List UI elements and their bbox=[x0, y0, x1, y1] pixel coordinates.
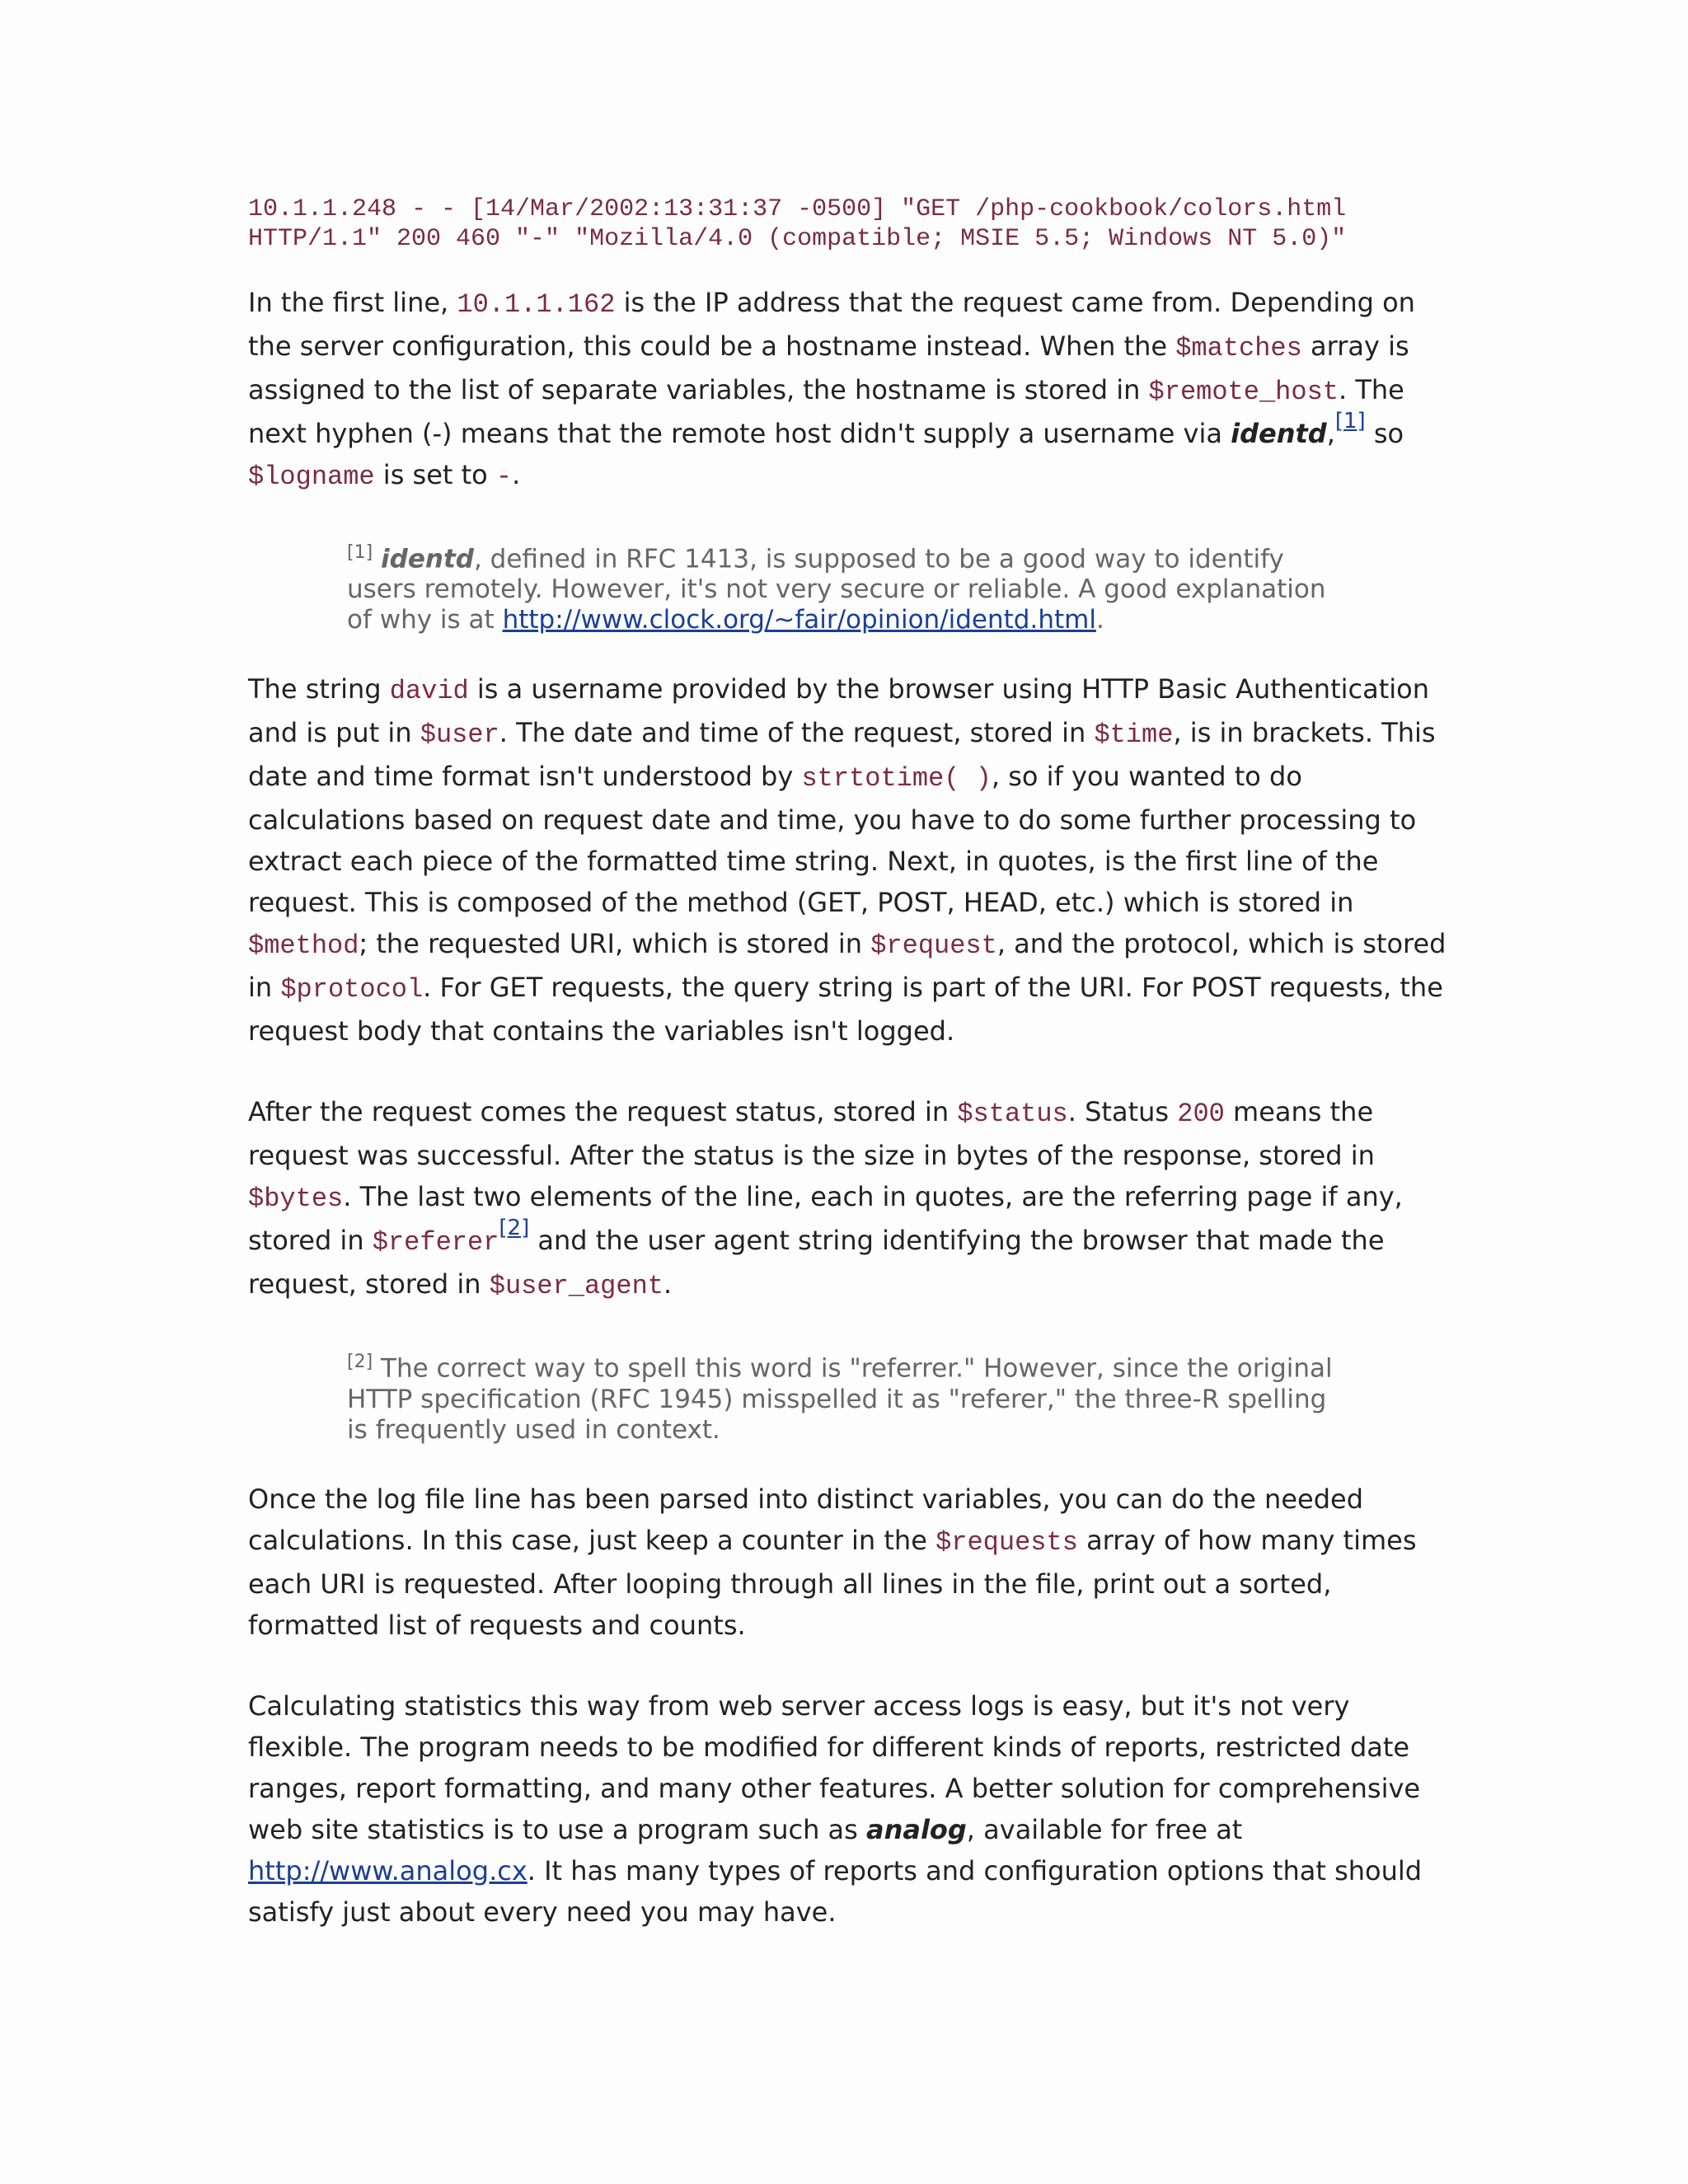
text: array of how many times each URI is requested. After looping through all lines in the file, print out a sorted, formatted list of requests and counts. bbox=[248, 1524, 1417, 1641]
text: Calculating statistics this way from web server access logs is easy, but it's not very flexible. The program needs to be modified for different kinds of reports, restricted date ranges, report formatting, and many other features. A better solution for comprehensive web site statistics is to use a program such as bbox=[248, 1690, 1421, 1845]
code-david: david bbox=[389, 676, 469, 707]
log-line-example bbox=[248, 194, 1451, 254]
text: . The last two elements of the line, each in quotes, are the referring page if any, stored in bbox=[248, 1181, 1403, 1257]
code-dash: - bbox=[495, 462, 513, 492]
text: The correct way to spell this word is "referrer." However, since the original HTTP specification (RFC 1945) misspelled it as "referer," the three-R spelling is frequently used in context. bbox=[347, 1353, 1333, 1445]
code-strtotime: strtotime( ) bbox=[801, 763, 992, 794]
footnote-marker-2: [2] bbox=[347, 1352, 373, 1373]
code-200: 200 bbox=[1177, 1099, 1225, 1130]
text: , bbox=[1326, 418, 1335, 449]
code-protocol: $protocol bbox=[280, 974, 424, 1005]
code-time: $time bbox=[1094, 719, 1174, 751]
footnote-1 bbox=[347, 537, 1353, 635]
text: is the IP address that the request came from. Depending on the server configuration, this could be a hostname instead. When the bbox=[248, 287, 1415, 362]
code-user: $user bbox=[420, 719, 499, 751]
text: . bbox=[663, 1268, 673, 1301]
code-remote-host: $remote_host bbox=[1148, 377, 1339, 407]
code-user-agent: $user_agent bbox=[489, 1271, 663, 1302]
text: , is in brackets. This date and time format isn't understood by bbox=[248, 717, 1436, 793]
code-method: $method bbox=[248, 930, 359, 962]
text: . bbox=[512, 459, 521, 490]
text: is set to bbox=[374, 459, 496, 490]
text: After the request comes the request status, stored in bbox=[248, 1096, 958, 1128]
code-bytes: $bytes bbox=[248, 1183, 344, 1215]
paragraph-counters bbox=[248, 1479, 1451, 1646]
text: . bbox=[1095, 605, 1104, 635]
code-status: $status bbox=[957, 1099, 1068, 1130]
text: . The date and time of the request, stored in bbox=[499, 717, 1095, 749]
text: is a username provided by the browser using HTTP Basic Authentication and is put in bbox=[248, 673, 1430, 749]
paragraph-username bbox=[248, 668, 1451, 1052]
text: ; the requested URI, which is stored in bbox=[359, 928, 871, 960]
text: , available for free at bbox=[966, 1813, 1243, 1845]
term-identd: identd bbox=[381, 544, 474, 574]
text: , defined in RFC 1413, is supposed to be a good way to identify users remotely. However, it's not very secure or reliable. A good explanation of why is at bbox=[347, 544, 1326, 635]
term-identd: identd bbox=[1231, 418, 1327, 449]
text: . The next hyphen (-) means that the remote host didn't supply a username via bbox=[248, 374, 1404, 449]
footnote-2 bbox=[347, 1347, 1353, 1445]
paragraph-ip-address bbox=[248, 282, 1451, 498]
text: and the user agent string identifying the browser that made the request, stored in bbox=[248, 1225, 1385, 1301]
paragraph-status bbox=[248, 1091, 1451, 1307]
text: , so if you wanted to do calculations based on request date and time, you have to do some further processing to extract each piece of the formatted time string. Next, in quotes, is the first line of the request. This is composed of the method (GET, POST, HEAD, etc.) which is stored in bbox=[248, 761, 1417, 919]
code-ip: 10.1.1.162 bbox=[457, 289, 616, 320]
text: array is assigned to the list of separate variables, the hostname is stored in bbox=[248, 330, 1409, 405]
text: . For GET requests, the query string is part of the URI. For POST requests, the request body that contains the variables isn't logged. bbox=[248, 972, 1443, 1047]
text: Once the log file line has been parsed into distinct variables, you can do the needed calculations. In this case, just keep a counter in the bbox=[248, 1483, 1364, 1556]
footnote-link-1[interactable]: [1] bbox=[1334, 409, 1366, 434]
code-matches: $matches bbox=[1175, 333, 1302, 363]
text: so bbox=[1365, 418, 1404, 449]
text: means the request was successful. After the status is the size in bytes of the response, stored in bbox=[248, 1096, 1375, 1172]
document-body bbox=[248, 194, 1451, 1972]
code-request: $request bbox=[870, 930, 997, 962]
text: In the first line, bbox=[248, 287, 457, 318]
text: . Status bbox=[1067, 1096, 1178, 1128]
analog-link[interactable]: http://www.analog.cx bbox=[248, 1854, 528, 1886]
footnote-link-2[interactable]: [2] bbox=[499, 1216, 530, 1241]
identd-link[interactable]: http://www.clock.org/~fair/opinion/identd.html bbox=[502, 605, 1096, 635]
code-referer: $referer bbox=[372, 1227, 499, 1258]
text: The string bbox=[248, 673, 390, 705]
footnote-marker-1: [1] bbox=[347, 542, 373, 563]
footnote-ref-2 bbox=[499, 1216, 529, 1240]
term-analog: analog bbox=[865, 1813, 967, 1845]
paragraph-analog bbox=[248, 1685, 1451, 1933]
footnote-ref-1 bbox=[1335, 409, 1366, 434]
text: , and the protocol, which is stored in bbox=[248, 928, 1447, 1004]
log-line-1: 10.1.1.248 - - [14/Mar/2002:13:31:37 -0500] "GET /php-cookbook/colors.html bbox=[248, 195, 1347, 223]
code-logname: $logname bbox=[248, 462, 375, 492]
text: . It has many types of reports and configuration options that should satisfy just about every need you may have. bbox=[248, 1854, 1423, 1928]
code-requests: $requests bbox=[935, 1526, 1078, 1558]
log-line-2: HTTP/1.1" 200 460 "-" "Mozilla/4.0 (compatible; MSIE 5.5; Windows NT 5.0)" bbox=[248, 225, 1347, 253]
